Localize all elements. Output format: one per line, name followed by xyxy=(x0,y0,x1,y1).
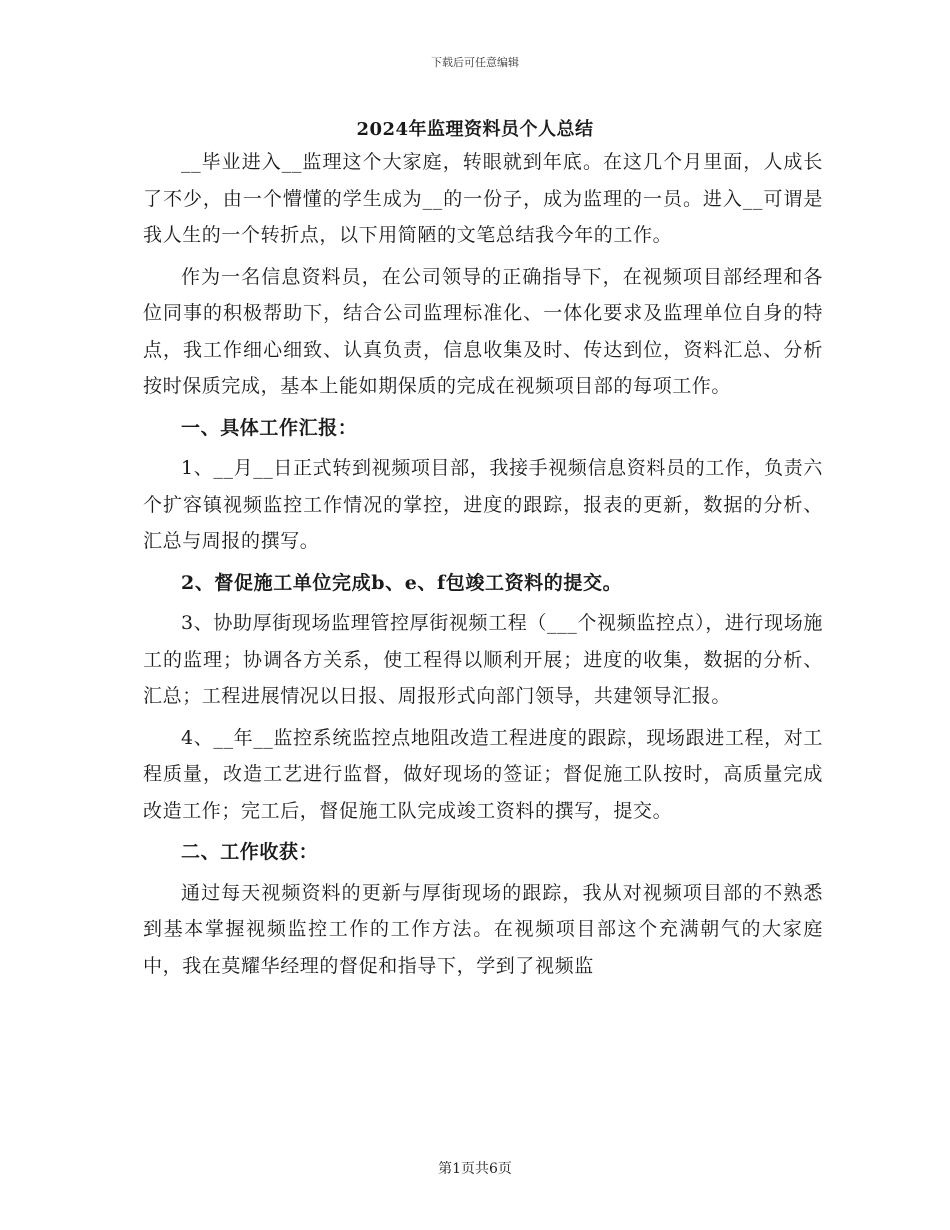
paragraph-item-1: 1、__月__日正式转到视频项目部，我接手视频信息资料员的工作，负责六个扩容镇视频监控工作情况的掌控，进度的跟踪，报表的更新，数据的分析、汇总与周报的撰写。 xyxy=(143,457,823,552)
paragraph-gains: 通过每天视频资料的更新与厚街现场的跟踪，我从对视频项目部的不熟悉到基本掌握视频监控工作的工作方法。在视频项目部这个充满朝气的大家庭中，我在莫耀华经理的督促和指导下，学到了视频监 xyxy=(143,881,823,977)
paragraph-intro: __毕业进入__监理这个大家庭，转眼就到年底。在这几个月里面，人成长了不少，由一个懵懂的学生成为__的一份子，成为监理的一员。进入__可谓是我人生的一个转折点，以下用简陋的文笔总结我今年的工作。 xyxy=(143,151,823,246)
section-heading-work-report: 一、具体工作汇报： xyxy=(181,416,358,439)
page-footer: 第1页共6页 xyxy=(438,1161,512,1177)
section-heading-gains: 二、工作收获： xyxy=(181,841,319,863)
paragraph-item-3: 3、协助厚街现场监理管控厚街视频工程（___个视频监控点），进行现场施工的监理；协调各方关系，使工程得以顺利开展；进度的收集，数据的分析、汇总；工程进展情况以日报、周报形式向部门领导，共建领导汇报。 xyxy=(143,612,823,707)
page-header: 下载后可任意编辑 xyxy=(431,56,519,69)
paragraph-item-2: 2、督促施工单位完成b、e、f包竣工资料的提交。 xyxy=(181,571,623,594)
paragraph-role: 作为一名信息资料员，在公司领导的正确指导下，在视频项目部经理和各位同事的积极帮助下，结合公司监理标准化、一体化要求及监理单位自身的特点，我工作细心细致、认真负责，信息收集及时、传达到位，资料汇总、分析按时保质完成，基本上能如期保质的完成在视频项目部的每项工作。 xyxy=(143,265,823,397)
document-title: 2024年监理资料员个人总结 xyxy=(356,119,594,140)
document-body xyxy=(143,144,823,989)
paragraph-item-4: 4、__年__监控系统监控点地阻改造工程进度的跟踪，现场跟进工程，对工程质量，改造工艺进行监督，做好现场的签证；督促施工队按时，高质量完成改造工作；完工后，督促施工队完成竣工资料的撰写，提交。 xyxy=(143,726,823,822)
